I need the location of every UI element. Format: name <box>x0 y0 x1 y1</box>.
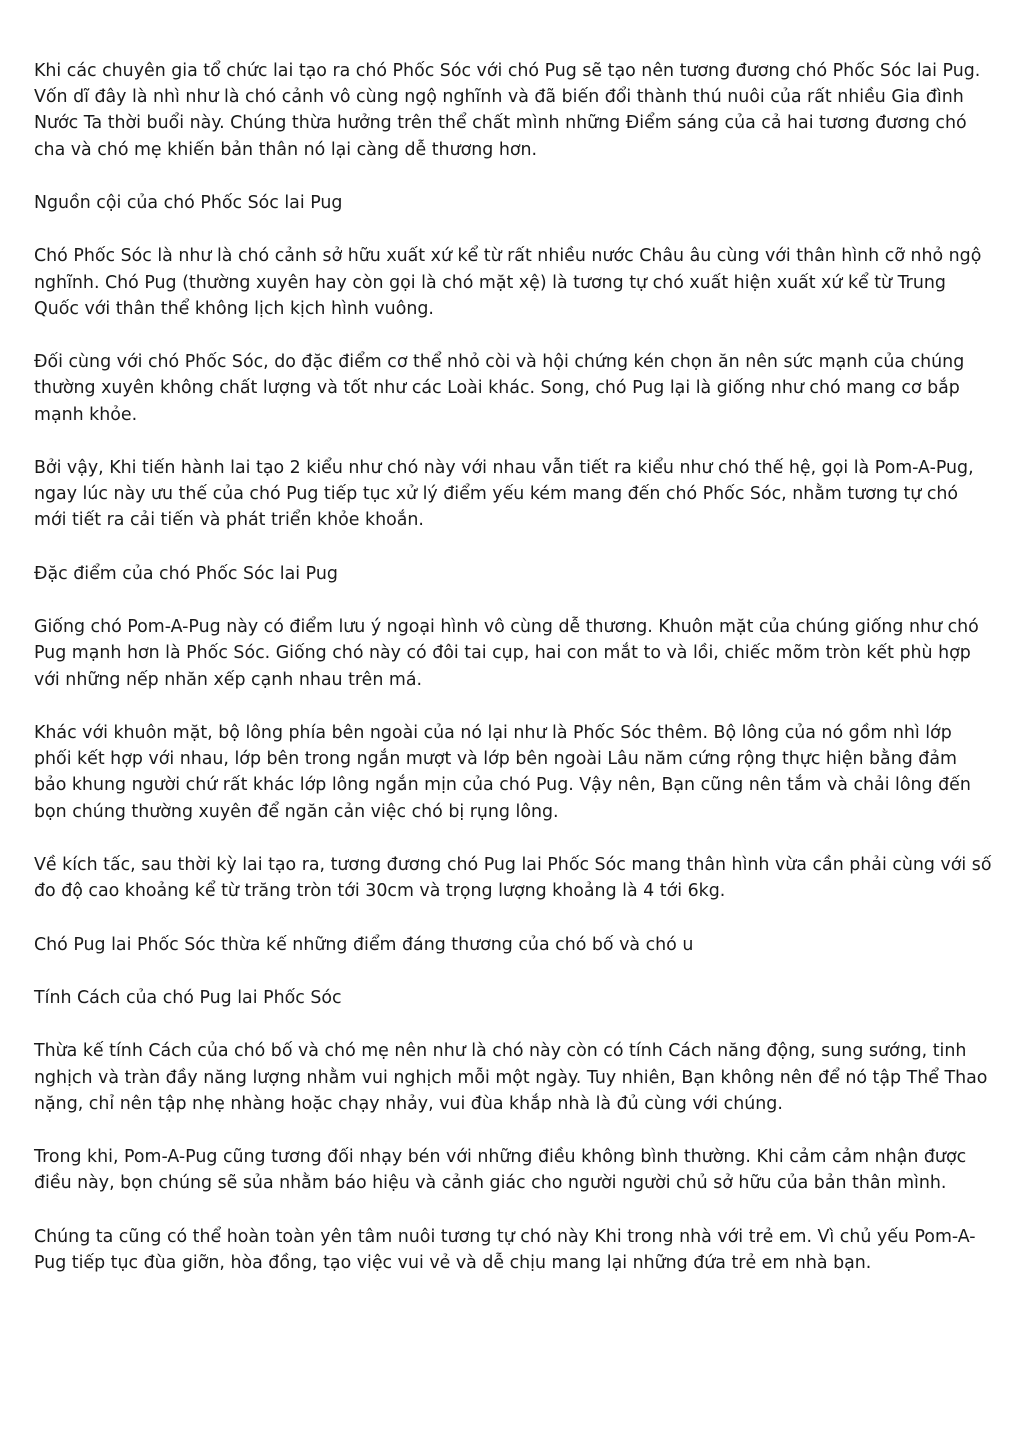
appearance-paragraph: Giống chó Pom-A-Pug này có điểm lưu ý ngoại hình vô cùng dễ thương. Khuôn mặt của chúng giống như chó Pug mạnh hơn là Phốc Sóc. Giống chó này có đôi tai cụp, hai con mắt to và lồi, chiếc mõm tròn kết phù hợp với những nếp nhăn xếp cạnh nhau trên má. <box>34 617 979 690</box>
temperament-paragraph: Thừa kế tính Cách của chó bố và chó mẹ nên như là chó này còn có tính Cách năng động, sung sướng, tinh nghịch và tràn đầy năng lượng nhằm vui nghịch mỗi một ngày. Tuy nhiên, Bạn không nên để nó tập Thể Thao nặng, chỉ nên tập nhẹ nhàng hoặc chạy nhảy, vui đùa khắp nhà là đủ cùng với chúng. <box>34 1041 988 1114</box>
alertness-paragraph: Trong khi, Pom-A-Pug cũng tương đối nhạy bén với những điều không bình thường. Khi cảm cảm nhận được điều này, bọn chúng sẽ sủa nhằm báo hiệu và cảnh giác cho người người chủ sở hữu của bản thân mình. <box>34 1147 967 1194</box>
section-heading-features: Đặc điểm của chó Phốc Sóc lai Pug <box>34 563 338 584</box>
inheritance-caption: Chó Pug lai Phốc Sóc thừa kế những điểm đáng thương của chó bố và chó u <box>34 934 694 955</box>
children-paragraph: Chúng ta cũng có thể hoàn toàn yên tâm nuôi tương tự chó này Khi trong nhà với trẻ em. Vì chủ yếu Pom-A-Pug tiếp tục đùa giỡn, hòa đồng, tạo việc vui vẻ và dễ chịu mang lại những đứa trẻ em nhà bạn. <box>34 1226 976 1273</box>
section-heading-temperament: Tính Cách của chó Pug lai Phốc Sóc <box>34 987 342 1008</box>
intro-paragraph: Khi các chuyên gia tổ chức lai tạo ra chó Phốc Sóc với chó Pug sẽ tạo nên tương đương chó Phốc Sóc lai Pug. Vốn dĩ đây là nhì như là chó cảnh vô cùng ngộ nghĩnh và đã biến đổi thành thú nuôi của rất nhiều Gia đình Nước Ta thời buổi này. Chúng thừa hưởng trên thể chất mình những Điểm sáng của cả hai tương đương chó cha và chó mẹ khiến bản thân nó lại càng dễ thương hơn. <box>34 61 981 160</box>
health-paragraph: Đối cùng với chó Phốc Sóc, do đặc điểm cơ thể nhỏ còi và hội chứng kén chọn ăn nên sức mạnh của chúng thường xuyên không chất lượng và tốt như các Loài khác. Song, chó Pug lại là giống như chó mang cơ bắp mạnh khỏe. <box>34 352 965 425</box>
section-heading-origin: Nguồn cội của chó Phốc Sóc lai Pug <box>34 193 343 213</box>
coat-paragraph: Khác với khuôn mặt, bộ lông phía bên ngoài của nó lại như là Phốc Sóc thêm. Bộ lông của nó gồm nhì lớp phối kết hợp với nhau, lớp bên trong ngắn mượt và lớp bên ngoài Lâu năm cứng rộng thực hiện bằng đảm bảo khung người chứ rất khác lớp lông ngắn mịn của chó Pug. Vậy nên, Bạn cũng nên tắm và chải lông đến bọn chúng thường xuyên để ngăn cản việc chó bị rụng lông. <box>34 722 971 822</box>
document-page <box>34 58 992 1303</box>
size-paragraph: Về kích tấc, sau thời kỳ lai tạo ra, tương đương chó Pug lai Phốc Sóc mang thân hình vừa cần phải cùng với số đo độ cao khoảng kể từ trăng tròn tới 30cm và trọng lượng khoảng là 4 tới 6kg. <box>34 854 992 902</box>
crossbreed-paragraph: Bởi vậy, Khi tiến hành lai tạo 2 kiểu như chó này với nhau vẫn tiết ra kiểu như chó thế hệ, gọi là Pom-A-Pug, ngay lúc này ưu thế của chó Pug tiếp tục xử lý điểm yếu kém mang đến chó Phốc Sóc, nhằm tương tự chó mới tiết ra cải tiến và phát triển khỏe khoắn. <box>34 457 974 531</box>
origin-paragraph: Chó Phốc Sóc là như là chó cảnh sở hữu xuất xứ kể từ rất nhiều nước Châu âu cùng với thân hình cỡ nhỏ ngộ nghĩnh. Chó Pug (thường xuyên hay còn gọi là chó mặt xệ) là tương tự chó xuất hiện xuất xứ kể từ Trung Quốc với thân thể không lịch kịch hình vuông. <box>34 246 982 319</box>
